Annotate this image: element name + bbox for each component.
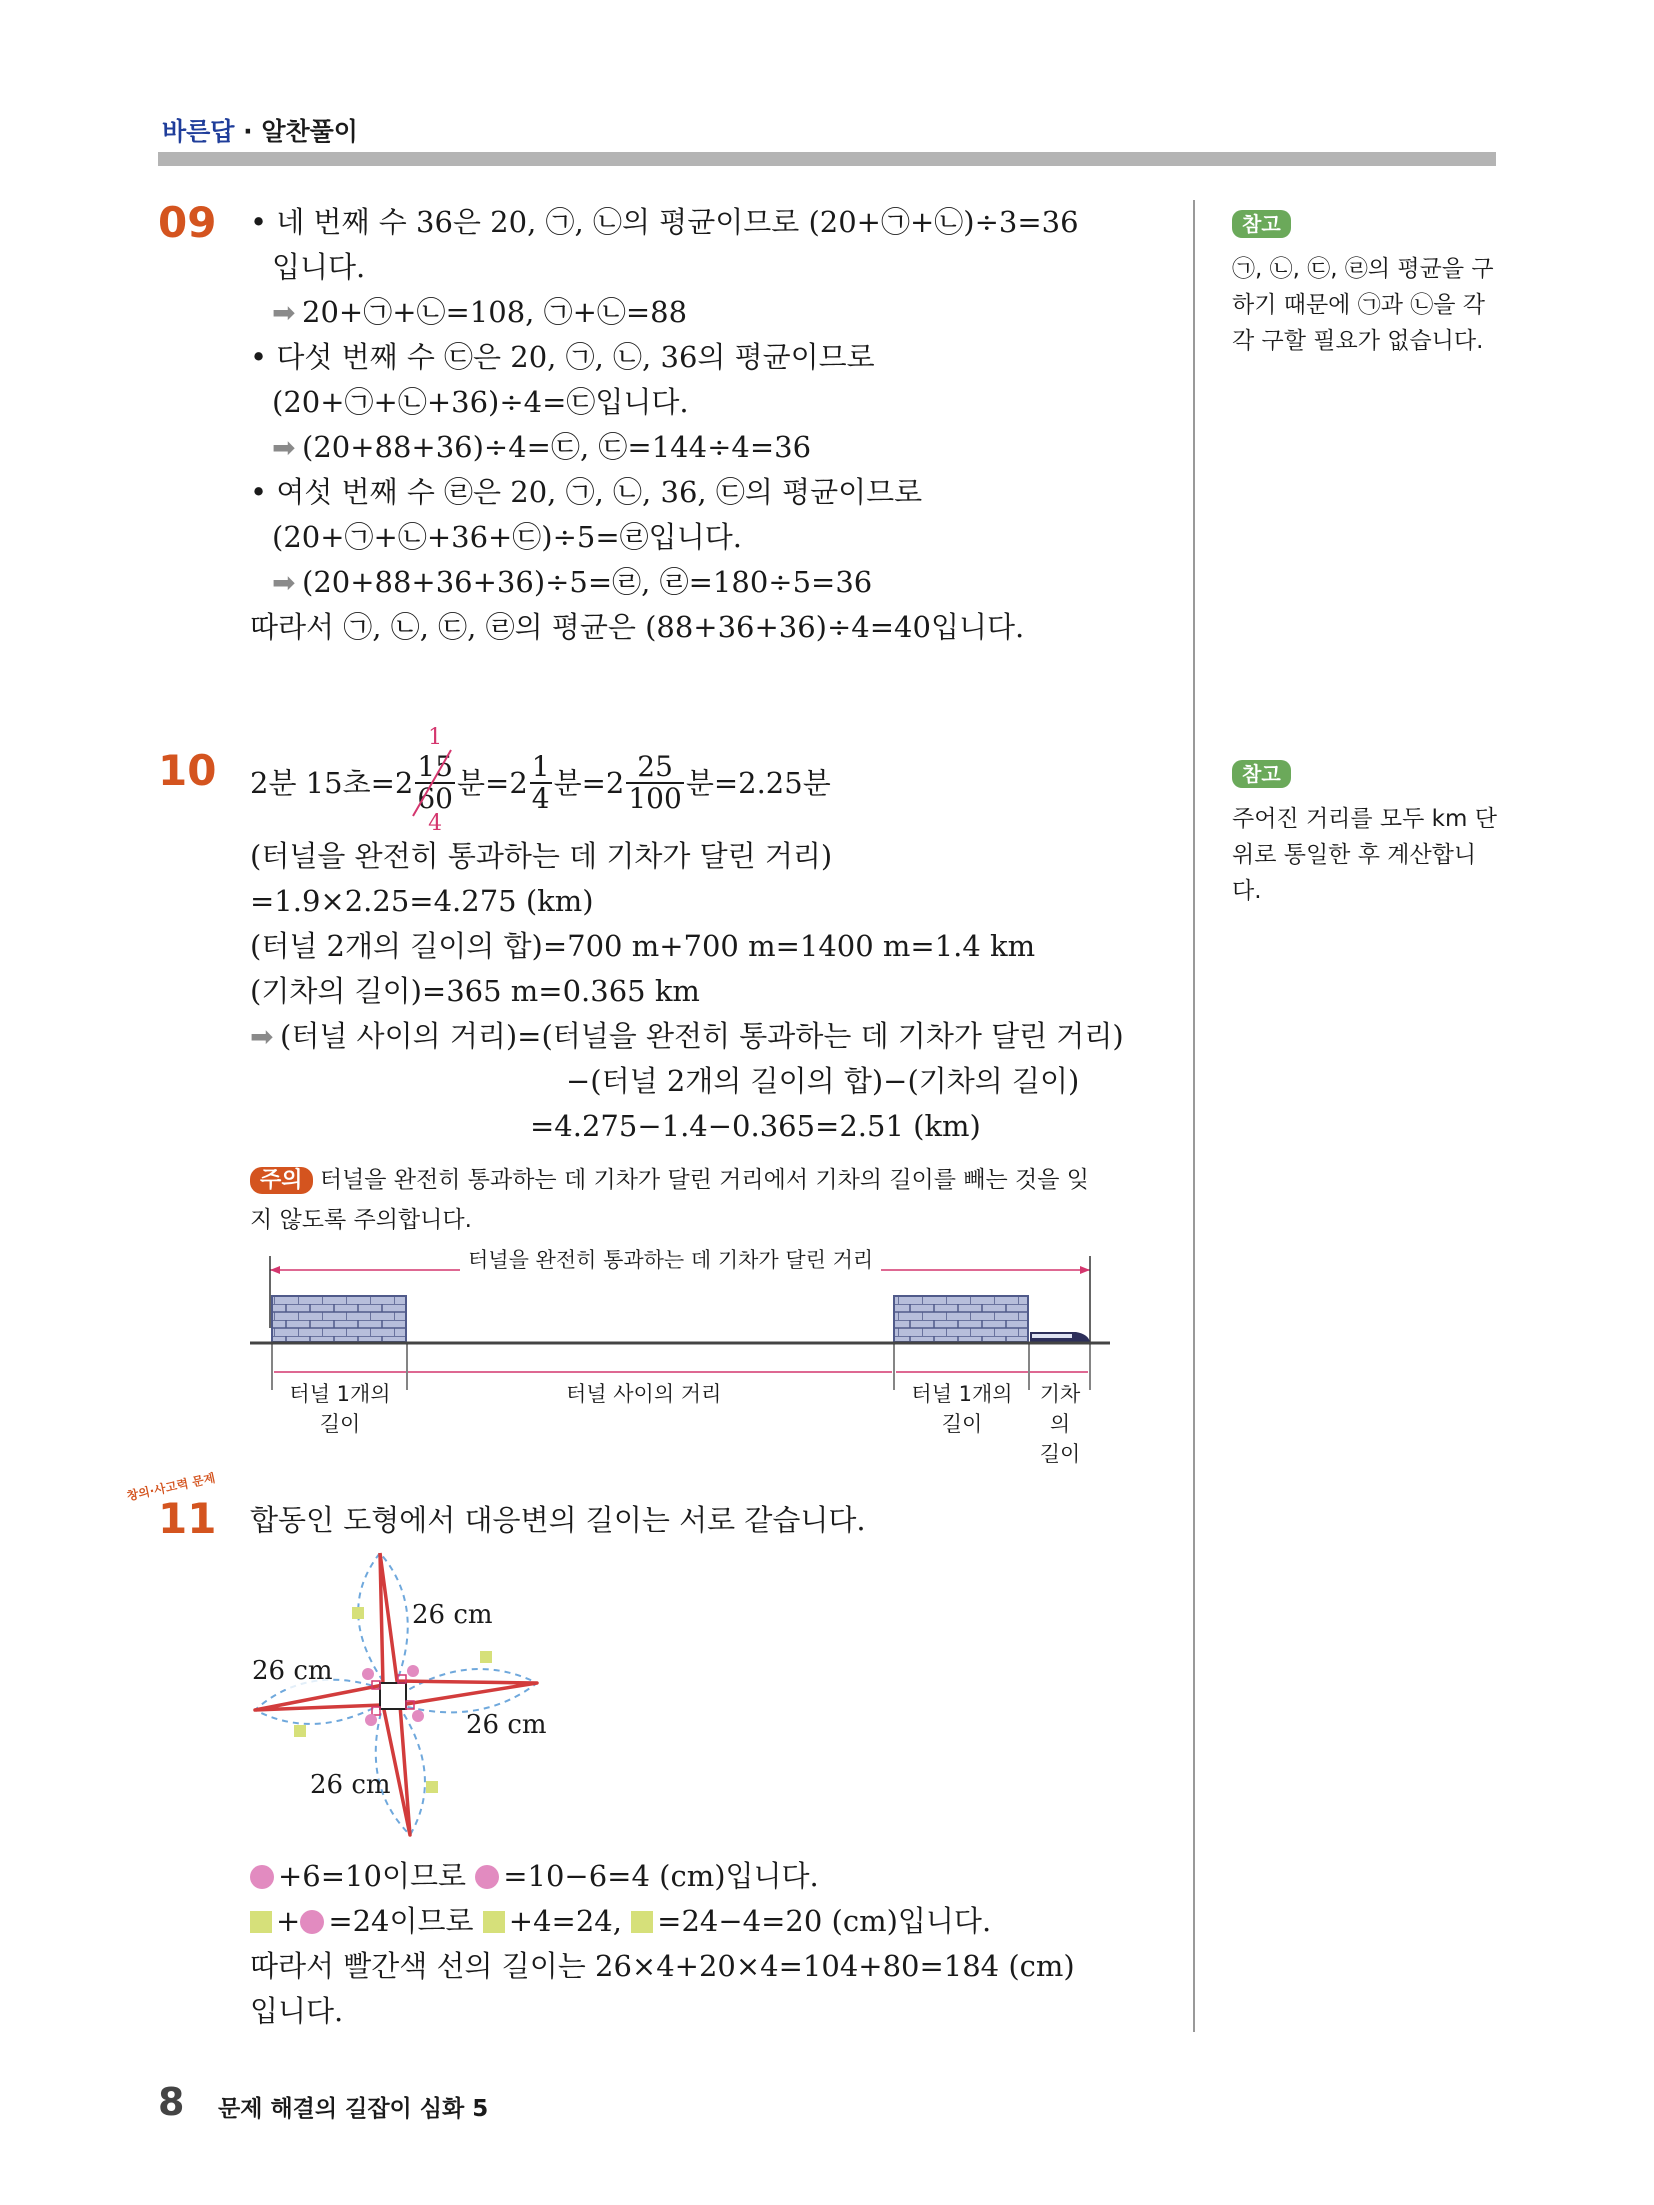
column-divider [1193, 200, 1195, 2032]
p11-line-1: 합동인 도형에서 대응변의 길이는 서로 같습니다. [250, 1503, 866, 1537]
problem-number-09: 09 [158, 198, 217, 247]
p09-line-4: • 다섯 번째 수 ㉢은 20, ㉠, ㉡, 36의 평균이므로 [250, 340, 875, 374]
length-label-bottom: 26 cm [310, 1770, 391, 1800]
caution-text-1: 터널을 완전히 통과하는 데 기차가 달린 거리에서 기차의 길이를 빼는 것을 잊 [319, 1167, 1090, 1193]
fraction-denominator: 4 [531, 782, 550, 815]
pink-circle-icon [300, 1910, 324, 1934]
fraction-denominator: 60 [417, 782, 453, 815]
fraction [626, 752, 683, 814]
caution-line-1 [250, 1160, 1089, 1201]
train-length-label [1031, 1378, 1089, 1468]
p09-line-1: • 네 번째 수 36은 20, ㉠, ㉡의 평균이므로 (20+㉠+㉡)÷3=36 [250, 205, 1079, 239]
reduced-denominator: 4 [428, 811, 443, 836]
pink-circle-icon [475, 1865, 499, 1889]
green-square-icon [631, 1911, 653, 1933]
problem-number-10: 10 [158, 746, 217, 795]
pinwheel-figure [240, 1545, 560, 1845]
eq-part: 분=2 [457, 766, 528, 800]
pink-circle-icon [250, 1865, 274, 1889]
note-text: ㉠, ㉡, ㉢, ㉣의 평균을 구하기 때문에 ㉠과 ㉡을 각각 구할 필요가 없습니다. [1232, 256, 1494, 354]
page-number: 8 [158, 2080, 185, 2124]
p09-line-9 [272, 564, 872, 601]
note-badge: 참고 [1232, 760, 1291, 788]
length-label-top: 26 cm [412, 1600, 493, 1630]
tunnel-2-length-label [900, 1378, 1024, 1438]
tunnel-2-length-line-1: 터널 1개의 [911, 1382, 1013, 1406]
green-square-icon [250, 1911, 272, 1933]
cancel-slash [409, 746, 455, 820]
p09-line-3-text: 20+㉠+㉡=108, ㉠+㉡=88 [302, 295, 688, 329]
fraction-numerator: 15 [417, 750, 453, 783]
note-1 [1232, 208, 1502, 359]
p11-line-3b: =24이므로 [328, 1904, 474, 1938]
train-icon [1030, 1332, 1090, 1342]
p09-line-2: 입니다. [272, 250, 366, 284]
arrow-right-icon: ➡ [272, 296, 296, 329]
caution-badge: 주의 [250, 1167, 313, 1194]
eq-part: 2분 15초=2 [250, 766, 414, 800]
header-title [162, 112, 358, 148]
p11-line-3 [250, 1903, 991, 1939]
p09-line-8: (20+㉠+㉡+36+㉢)÷5=㉣입니다. [272, 520, 742, 554]
header-title-sub: 알찬풀이 [261, 117, 358, 146]
p11-line-2a: +6=10이므로 [278, 1859, 466, 1893]
header-bar [158, 152, 1496, 166]
problem-number-11: 11 [158, 1494, 217, 1543]
p11-line-3d: =24−4=20 (cm)입니다. [657, 1904, 992, 1938]
p10-line-6: −(터널 2개의 길이의 합)−(기차의 길이) [566, 1064, 1080, 1098]
green-square-icon [483, 1911, 505, 1933]
fraction [530, 752, 552, 814]
p10-line-5 [250, 1018, 1124, 1055]
p10-line-1: (터널을 완전히 통과하는 데 기차가 달린 거리) [250, 839, 833, 873]
p09-line-10: 따라서 ㉠, ㉡, ㉢, ㉣의 평균은 (88+36+36)÷4=40입니다. [250, 610, 1025, 644]
p09-line-6 [272, 429, 811, 466]
p09-line-7: • 여섯 번째 수 ㉣은 20, ㉠, ㉡, 36, ㉢의 평균이므로 [250, 475, 923, 509]
pinwheel-svg [240, 1545, 560, 1845]
p10-line-2: =1.9×2.25=4.275 (km) [250, 884, 594, 918]
eq-part: 분=2.25분 [685, 766, 831, 800]
p09-line-6-text: (20+88+36)÷4=㉢, ㉢=144÷4=36 [302, 430, 812, 464]
tunnel-2-length-line-2: 길이 [941, 1412, 983, 1436]
arrow-right-icon: ➡ [250, 1020, 274, 1053]
book-title: 문제 해결의 길잡이 심화 5 [218, 2096, 489, 2122]
tunnel-1-length-line-1: 터널 1개의 [289, 1382, 391, 1406]
eq-part: 분=2 [553, 766, 625, 800]
tunnel-1-length-line-2: 길이 [319, 1412, 361, 1436]
arrow-right-icon: ➡ [272, 566, 296, 599]
p09-line-9-text: (20+88+36+36)÷5=㉣, ㉣=180÷5=36 [302, 565, 873, 599]
fraction-denominator: 100 [628, 782, 682, 815]
train-length-line-2: 길이 [1039, 1442, 1081, 1466]
tunnel-1-length-label [280, 1378, 400, 1438]
tunnel-1 [272, 1296, 406, 1342]
caution-line-2: 지 않도록 주의합니다. [250, 1207, 472, 1233]
note-text: 주어진 거리를 모두 km 단위로 통일한 후 계산합니다. [1232, 806, 1497, 904]
arrowhead [270, 1266, 280, 1274]
header-title-sep: · [234, 117, 262, 146]
fraction-reduced [415, 725, 455, 836]
p11-line-3c: +4=24, [508, 1904, 622, 1938]
fraction-numerator: 1 [531, 750, 550, 783]
p11-line-4: 따라서 빨간색 선의 길이는 26×4+20×4=104+80=184 (cm) [250, 1949, 1075, 1983]
p10-line-4: (기차의 길이)=365 m=0.365 km [250, 974, 700, 1008]
p10-line-5-text: (터널 사이의 거리)=(터널을 완전히 통과하는 데 기차가 달린 거리) [280, 1019, 1124, 1053]
header-title-main: 바른답 [162, 117, 235, 146]
length-label-right: 26 cm [466, 1710, 547, 1740]
note-badge: 참고 [1232, 210, 1291, 238]
p11-line-3a: + [276, 1904, 301, 1938]
tunnel-diagram [250, 1240, 1120, 1466]
arrow-right-icon: ➡ [272, 431, 296, 464]
p11-line-5: 입니다. [250, 1994, 344, 2028]
train-length-line-1: 기차의 [1039, 1382, 1081, 1436]
center-square [380, 1683, 406, 1709]
p11-line-2b: =10−6=4 (cm)입니다. [503, 1859, 819, 1893]
p09-line-3 [272, 294, 687, 331]
between-distance-label: 터널 사이의 거리 [560, 1378, 727, 1408]
p10-line-3: (터널 2개의 길이의 합)=700 m+700 m=1400 m=1.4 km [250, 929, 1036, 963]
creative-problem-badge: 창의·사고력 문제 [125, 1470, 217, 1504]
p09-line-5: (20+㉠+㉡+36)÷4=㉢입니다. [272, 385, 689, 419]
p10-line-7: =4.275−1.4−0.365=2.51 (km) [530, 1109, 981, 1143]
reduced-numerator: 1 [428, 725, 443, 750]
fraction-numerator: 25 [637, 750, 673, 783]
arrowhead [1080, 1266, 1090, 1274]
p11-line-2 [250, 1858, 819, 1894]
tunnel-2 [894, 1296, 1028, 1342]
p10-time-conversion [250, 725, 831, 836]
length-label-left: 26 cm [252, 1653, 333, 1689]
note-2 [1232, 758, 1502, 909]
total-distance-label: 터널을 완전히 통과하는 데 기차가 달린 거리 [460, 1244, 881, 1274]
